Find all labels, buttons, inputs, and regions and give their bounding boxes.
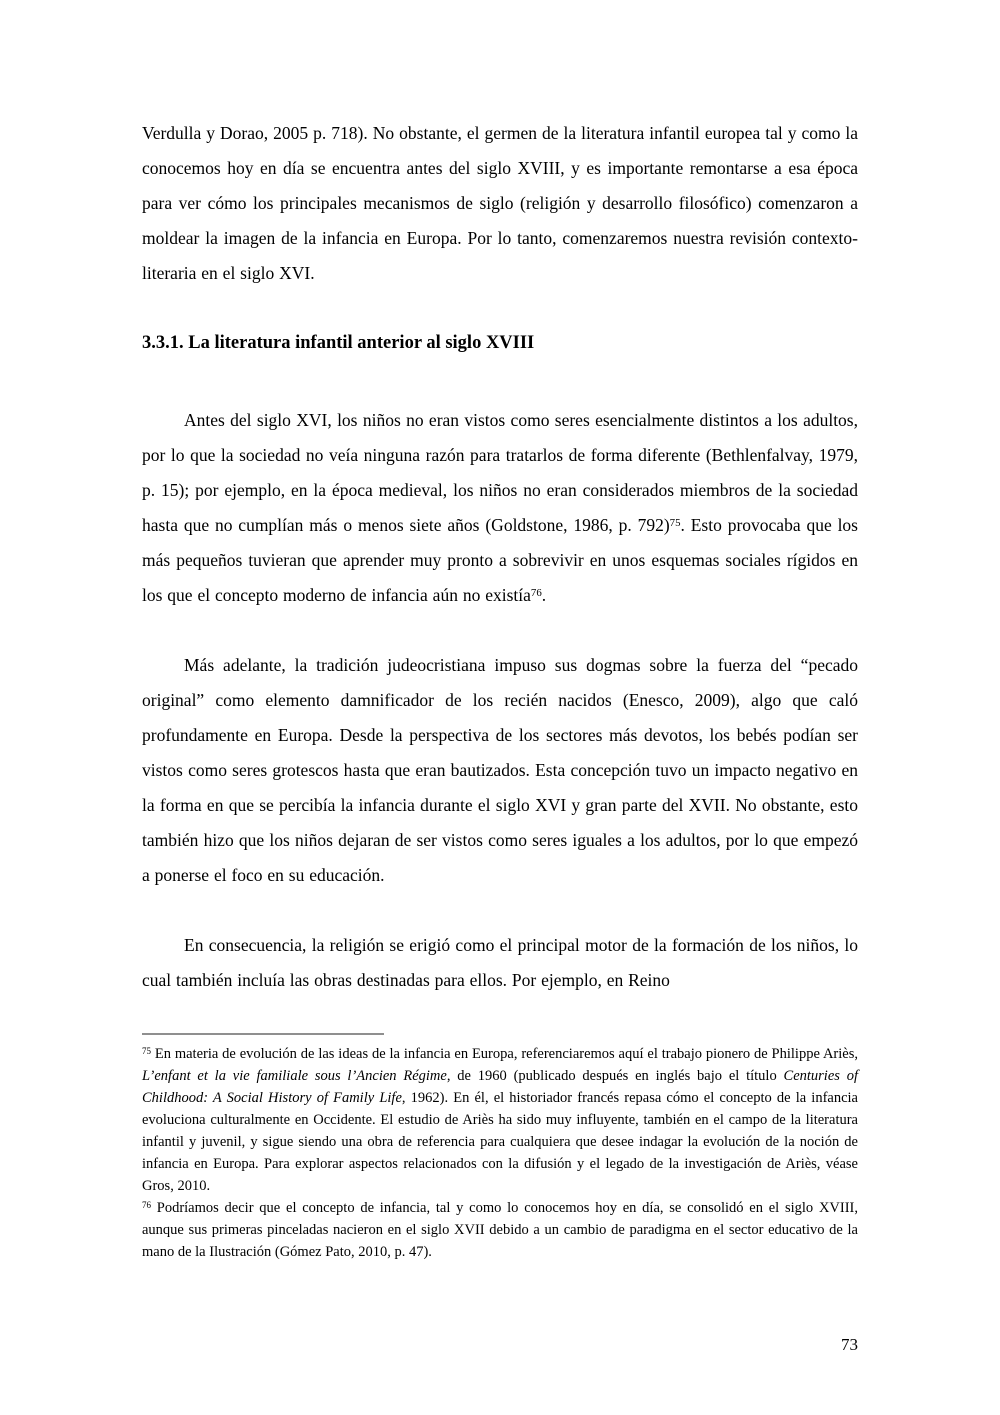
- text-segment: Verdulla y Dorao, 2005 p. 718). No obstante, el germen de la literatura infantil europea tal y como la conocemos hoy en día se encuentra antes del siglo XVIII, y es importante remontarse a esa época para ver cómo los principales mecanismos de siglo (religión y desarrollo filosófico) comenzaron a moldear la imagen de la infancia en Europa. Por lo tanto, comenzaremos nuestra revisión contexto-literaria en el siglo XVI.: [142, 123, 858, 283]
- footnote-76: [142, 1197, 858, 1263]
- footnote-marker: 75: [142, 1045, 151, 1056]
- footnote-separator: [142, 1033, 384, 1035]
- footnote-text: [142, 1046, 858, 1194]
- footnotes-section: [142, 1043, 858, 1263]
- text-segment: .: [541, 585, 547, 605]
- footnote-text: [142, 1200, 858, 1260]
- footnote-marker: 76: [142, 1199, 151, 1210]
- footnote-reference: 75: [669, 516, 681, 529]
- paragraph-body-2: [142, 648, 858, 893]
- italic-text-segment: L’enfant et la vie familiale sous l’Ancien Régime: [142, 1068, 447, 1084]
- footnote-reference: 76: [530, 586, 542, 599]
- page-number: 73: [841, 1335, 858, 1354]
- paragraph-body-3: [142, 928, 858, 998]
- text-segment: Antes del siglo XVI, los niños no eran vistos como seres esencialmente distintos a los adultos, por lo que la sociedad no veía ninguna razón para tratarlos de forma diferente (Bethlenfalvay, 1979, p. 15); por ejemplo, en la época medieval, los niños no eran considerados miembros de la sociedad hasta que no cumplían más o menos siete años (Goldstone, 1986, p. 792): [142, 410, 858, 535]
- paragraph-opening: [142, 116, 858, 291]
- text-segment: . Esto provocaba que los más pequeños tuvieran que aprender muy pronto a sobrevivir en unos esquemas sociales rígidos en los que el concepto moderno de infancia aún no existía: [142, 515, 858, 605]
- paragraph-body-1: [142, 403, 858, 613]
- text-segment: , 1962). En él, el historiador francés repasa cómo el concepto de la infancia evoluciona culturalmente en Occidente. El estudio de Ariès ha sido muy influyente, también en el campo de la literatura infantil y juvenil, y sigue siendo una obra de referencia para cualquiera que desee indagar la evolución de la noción de infancia en Europa. Para explorar aspectos relacionados con la difusión y el legado de la investigación de Ariès, véase Gros, 2010.: [142, 1090, 858, 1194]
- section-heading: 3.3.1. La literatura infantil anterior al siglo XVIII: [142, 333, 535, 353]
- text-segment: En consecuencia, la religión se erigió como el principal motor de la formación de los niños, lo cual también incluía las obras destinadas para ellos. Por ejemplo, en Reino: [142, 935, 858, 990]
- footnote-75: [142, 1043, 858, 1197]
- text-segment: Podríamos decir que el concepto de infancia, tal y como lo conocemos hoy en día, se consolidó en el siglo XVIII, aunque sus primeras pinceladas nacieron en el siglo XVII debido a un cambio de paradigma en el sector educativo de la mano de la Ilustración (Gómez Pato, 2010, p. 47).: [142, 1200, 858, 1260]
- text-segment: En materia de evolución de las ideas de la infancia en Europa, referenciaremos aquí el trabajo pionero de Philippe Ariès,: [150, 1046, 858, 1062]
- italic-text-segment: Centuries of Childhood: A Social History of Family Life: [142, 1068, 859, 1106]
- text-segment: , de 1960 (publicado después en inglés bajo el título: [446, 1068, 784, 1084]
- text-segment: Más adelante, la tradición judeocristiana impuso sus dogmas sobre la fuerza del “pecado original” como elemento damnificador de los recién nacidos (Enesco, 2009), algo que caló profundamente en Europa. Desde la perspectiva de los sectores más devotos, los bebés podían ser vistos como seres grotescos hasta que eran bautizados. Esta concepción tuvo un impacto negativo en la forma en que se percibía la infancia durante el siglo XVI y gran parte del XVII. No obstante, esto también hizo que los niños dejaran de ser vistos como seres iguales a los adultos, por lo que empezó a ponerse el foco en su educación.: [142, 655, 858, 885]
